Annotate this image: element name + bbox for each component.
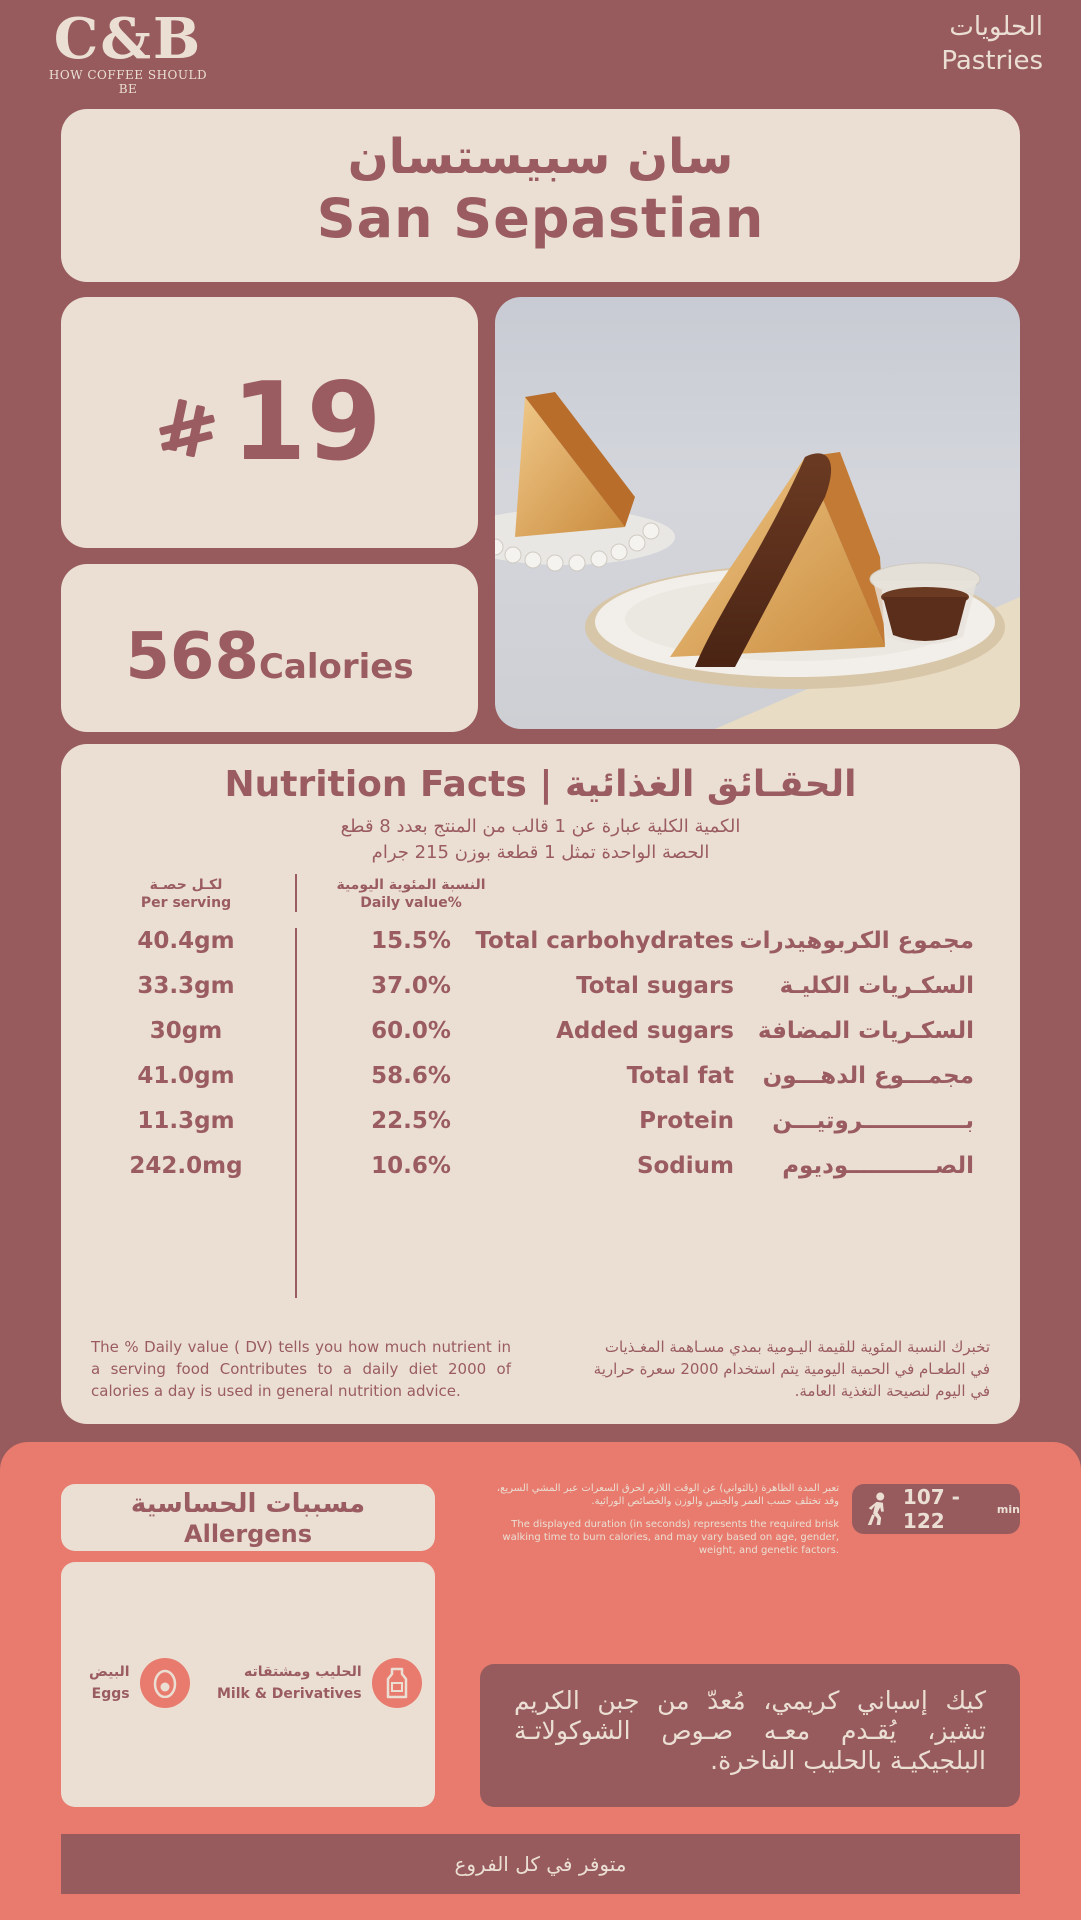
- column-header-daily-value: [331, 876, 491, 912]
- availability-banner: متوفر في كل الفروع: [61, 1834, 1020, 1894]
- serving-value: 33.3gm: [137, 973, 235, 999]
- walking-note-ar: تعبر المدة الظاهرة (بالثواني) عن الوقت اللازم لحرق السعرات عبر المشي السريع، وقد تختلف حسب العمر والجنس والوزن والخصائص الوراثية.: [496, 1483, 839, 1507]
- allergens-title-en: Allergens: [184, 1520, 312, 1548]
- allergen-milk-en: Milk & Derivatives: [217, 1686, 362, 1702]
- serving-value: 30gm: [149, 1018, 223, 1044]
- walking-time-value: 107 - 122: [902, 1485, 960, 1533]
- product-photo: [495, 297, 1020, 729]
- calories-card: [61, 564, 478, 732]
- nutrient-name-en: Total fat: [626, 1063, 734, 1089]
- price-value: 19: [231, 360, 382, 485]
- allergens-title-card: [61, 1484, 435, 1551]
- allergens-title-ar: مسببات الحساسية: [130, 1489, 366, 1519]
- egg-icon: [140, 1658, 190, 1708]
- calories-label: Calories: [258, 647, 414, 687]
- walking-person-icon: [866, 1490, 891, 1528]
- nutrition-row: [61, 1153, 1020, 1193]
- daily-value: 60.0%: [371, 1018, 451, 1044]
- product-name-ar: سان سبيستسان: [347, 129, 734, 185]
- column-header-dv-en: Daily value%: [360, 895, 462, 911]
- nutrient-name-ar: مجموع الكربوهيدرات: [739, 928, 974, 954]
- product-name-en: San Sepastian: [316, 187, 765, 250]
- category-en: Pastries: [941, 46, 1043, 76]
- nutrition-title: Nutrition Facts | الحقـائق الغذائية: [224, 764, 857, 805]
- nutrition-row: [61, 1018, 1020, 1058]
- nutrient-name-ar: السكـريات الكليـة: [779, 973, 974, 999]
- daily-value-note-en: The % Daily value ( DV) tells you how much nutrient in a serving food Contributes to a daily diet 2000 of calories a day is used in general nutrition advice.: [91, 1338, 511, 1400]
- price-card: [61, 297, 478, 548]
- walking-time-badge: [852, 1484, 1020, 1534]
- nutrient-name-en: Sodium: [636, 1153, 734, 1179]
- riyal-currency-icon: [157, 397, 217, 459]
- column-header-serving: [131, 876, 241, 912]
- daily-value-note-ar: تخبرك النسبة المئوية للقيمة اليـومية بمدي مسـاهمة المغـذيات في الطعـام في الحمية اليومية يتم استخدام 2000 سعرة حرارية في اليوم لنصيحة التغذية العامة.: [593, 1338, 990, 1400]
- daily-value: 10.6%: [371, 1153, 451, 1179]
- logo-tagline: HOW COFFEE SHOULD BE: [48, 68, 208, 96]
- cake-plate-illustration: [495, 297, 1020, 729]
- nutrient-name-en: Added sugars: [556, 1018, 734, 1044]
- allergen-eggs-ar: البيض: [89, 1664, 130, 1680]
- nutrition-row: [61, 1108, 1020, 1148]
- daily-value: 22.5%: [371, 1108, 451, 1134]
- serving-value: 242.0mg: [129, 1153, 243, 1179]
- header-divider: [295, 874, 297, 912]
- daily-value: 37.0%: [371, 973, 451, 999]
- allergen-milk-ar: الحليب ومشتقاته: [243, 1664, 362, 1680]
- allergen-item-milk: [217, 1658, 422, 1708]
- nutrition-row: [61, 928, 1020, 968]
- walking-time-unit: min: [996, 1502, 1020, 1516]
- nutrient-name-ar: الصـــــــــــوديوم: [782, 1153, 974, 1179]
- brand-logo: [38, 6, 218, 96]
- daily-value: 58.6%: [371, 1063, 451, 1089]
- nutrition-row: [61, 973, 1020, 1013]
- logo-mark: C&B: [53, 6, 203, 72]
- category-ar: الحلويات: [949, 12, 1043, 42]
- allergens-list: [61, 1562, 435, 1807]
- serving-value: 41.0gm: [137, 1063, 235, 1089]
- product-description: كيك إسباني كريمي، مُعدّ من جبن الكريم تشيز، يُقـدم معـه صـوص الشوكولاتـة البلجيكيـة بالحليب الفاخرة.: [480, 1664, 1020, 1807]
- nutrient-name-en: Total sugars: [576, 973, 734, 999]
- column-header-dv-ar: النسبة المئوية اليومية: [336, 877, 486, 893]
- serving-value: 11.3gm: [137, 1108, 235, 1134]
- allergen-item-eggs: [89, 1658, 190, 1708]
- nutrition-subtitle-2: الحصة الواحدة تمثل 1 قطعة بوزن 215 جرام: [371, 842, 710, 863]
- nutrition-subtitle-1: الكمية الكلية عبارة عن 1 قالب من المنتج بعدد 8 قطع: [340, 816, 741, 837]
- walking-note-en: The displayed duration (in seconds) represents the required brisk walking time to burn calories, and may vary based on age, gender, weight, and genetic factors.: [502, 1519, 839, 1556]
- daily-value: 15.5%: [371, 928, 451, 954]
- nutrition-facts-card: [61, 744, 1020, 1424]
- column-header-serving-ar: لكـل حصـة: [149, 877, 223, 893]
- milk-carton-icon: [372, 1658, 422, 1708]
- nutrient-name-ar: مجمـــوع الدهـــون: [762, 1063, 974, 1089]
- allergen-eggs-en: Eggs: [91, 1686, 130, 1702]
- serving-value: 40.4gm: [137, 928, 235, 954]
- category-label: [941, 10, 1043, 78]
- nutrient-name-ar: بـــــــــــــروتيـــن: [772, 1108, 974, 1134]
- product-title-card: [61, 109, 1020, 282]
- nutrient-name-en: Protein: [639, 1108, 734, 1134]
- nutrient-name-en: Total carbohydrates: [475, 928, 734, 954]
- calories-value: 568: [125, 620, 259, 694]
- nutrient-name-ar: السكـريات المضافة: [757, 1018, 974, 1044]
- column-header-serving-en: Per serving: [140, 895, 232, 911]
- nutrition-row: [61, 1063, 1020, 1103]
